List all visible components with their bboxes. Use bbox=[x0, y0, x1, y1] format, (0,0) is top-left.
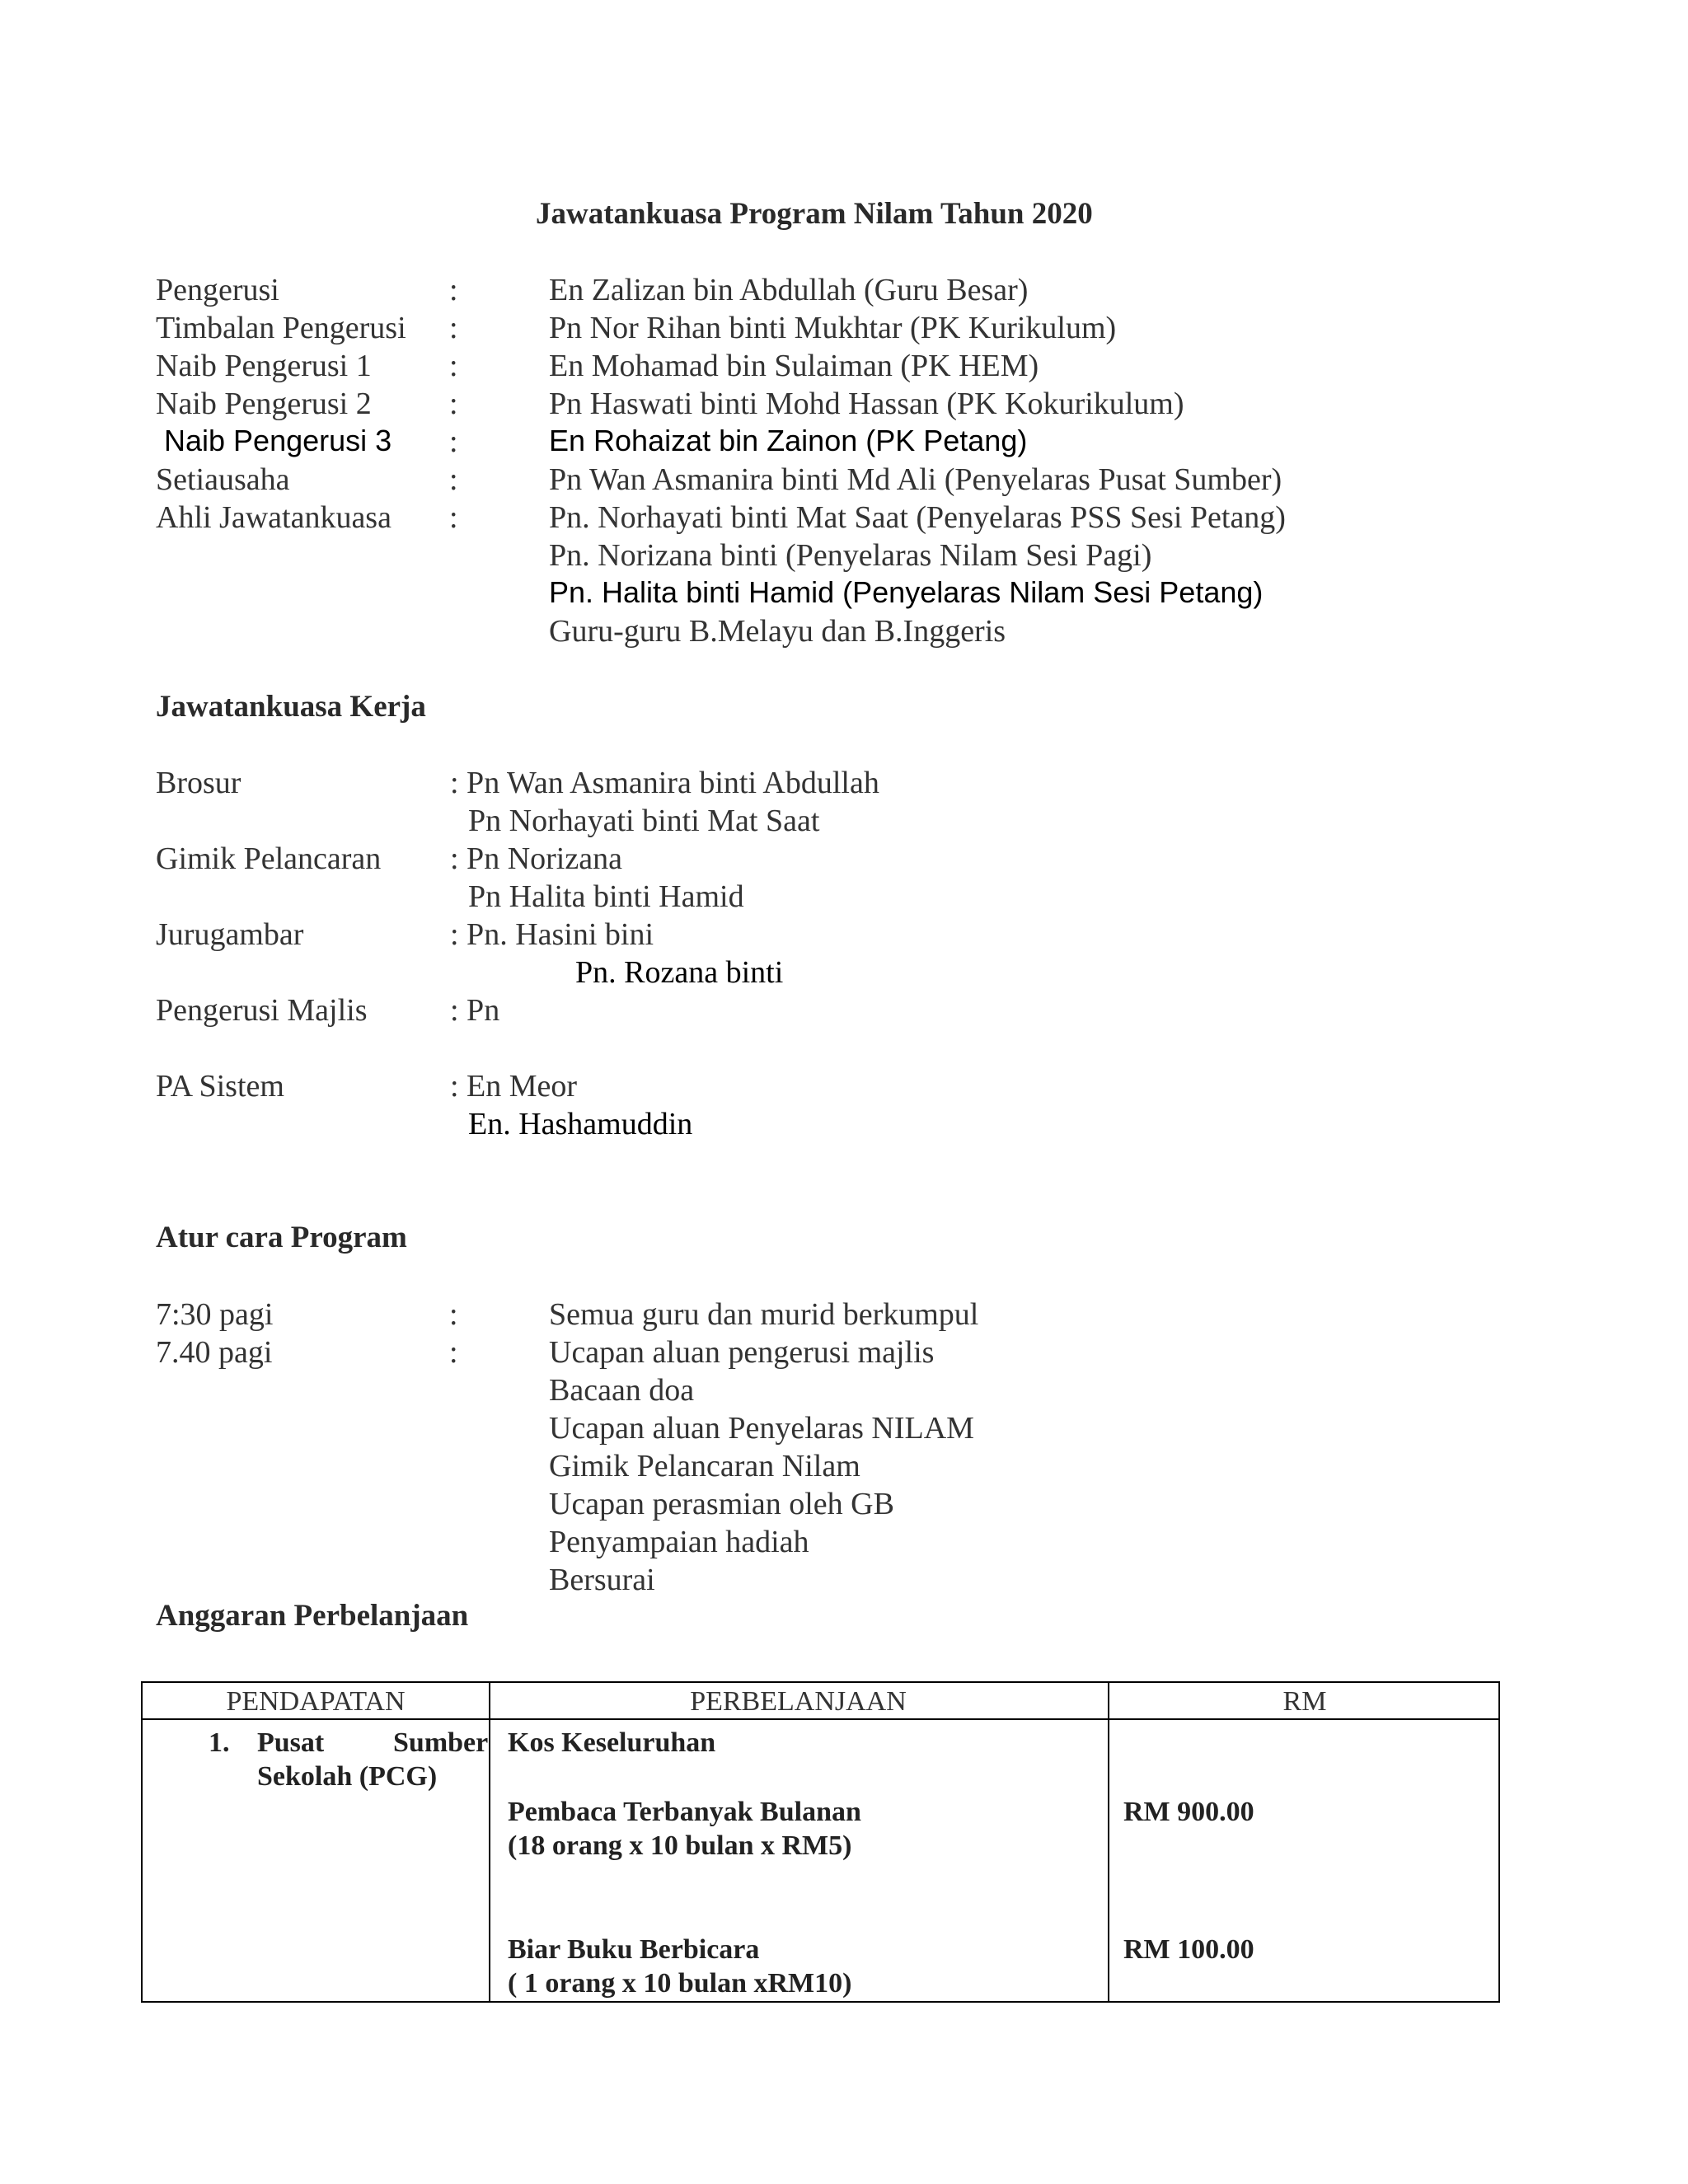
program-item: Ucapan aluan pengerusi majlis bbox=[549, 1335, 935, 1370]
expense-amount: RM 900.00 bbox=[1123, 1797, 1254, 1827]
program-time: 7:30 pagi bbox=[156, 1297, 274, 1332]
committee-sep: : bbox=[449, 462, 458, 497]
working-value: : Pn. Hasini bini bbox=[450, 917, 654, 952]
program-item: Ucapan perasmian oleh GB bbox=[549, 1487, 894, 1521]
table-header-divider bbox=[143, 1718, 1498, 1720]
committee-role: Naib Pengerusi 3 bbox=[164, 424, 392, 457]
working-role: Jurugambar bbox=[156, 917, 304, 952]
committee-role: Naib Pengerusi 2 bbox=[156, 387, 372, 421]
working-value: Pn. Rozana binti bbox=[575, 955, 784, 990]
income-label: Sekolah (PCG) bbox=[257, 1761, 438, 1792]
income-label: Pusat bbox=[257, 1727, 325, 1758]
committee-role: Ahli Jawatankuasa bbox=[156, 500, 392, 535]
working-value: : Pn bbox=[450, 993, 500, 1028]
committee-role: Setiausaha bbox=[156, 462, 290, 497]
table-col-divider bbox=[489, 1683, 490, 2001]
working-value: En. Hashamuddin bbox=[468, 1107, 693, 1141]
committee-name: Pn. Norizana binti (Penyelaras Nilam Sesi Pagi) bbox=[549, 538, 1152, 573]
committee-sep: : bbox=[449, 500, 458, 535]
committee-name: Pn. Halita binti Hamid (Penyelaras Nilam Sesi Petang) bbox=[549, 575, 1264, 609]
working-value: : En Meor bbox=[450, 1069, 578, 1104]
table-header-expense: PERBELANJAAN bbox=[690, 1686, 907, 1717]
committee-name: Pn Haswati binti Mohd Hassan (PK Kokurikulum) bbox=[549, 387, 1184, 421]
working-role: Brosur bbox=[156, 766, 241, 800]
table-header-rm: RM bbox=[1282, 1686, 1327, 1717]
budget-heading: Anggaran Perbelanjaan bbox=[156, 1599, 469, 1633]
working-value: : Pn Wan Asmanira binti Abdullah bbox=[450, 766, 879, 800]
committee-sep: : bbox=[449, 424, 458, 459]
program-item: Semua guru dan murid berkumpul bbox=[549, 1297, 979, 1332]
program-time: 7.40 pagi bbox=[156, 1335, 273, 1370]
working-role: Pengerusi Majlis bbox=[156, 993, 368, 1028]
working-role: PA Sistem bbox=[156, 1069, 284, 1104]
program-sep: : bbox=[449, 1297, 458, 1332]
income-label: Sumber bbox=[393, 1727, 489, 1758]
expense-item-name: Pembaca Terbanyak Bulanan bbox=[508, 1797, 861, 1827]
working-value: Pn Norhayati binti Mat Saat bbox=[468, 804, 820, 838]
working-value: : Pn Norizana bbox=[450, 841, 622, 876]
page-title: Jawatankuasa Program Nilam Tahun 2020 bbox=[536, 197, 1093, 231]
committee-sep: : bbox=[449, 387, 458, 421]
committee-name: Pn Nor Rihan binti Mukhtar (PK Kurikulum) bbox=[549, 311, 1117, 345]
budget-table bbox=[141, 1681, 1500, 2003]
expense-item-detail: (18 orang x 10 bulan x RM5) bbox=[508, 1830, 852, 1861]
committee-sep: : bbox=[449, 273, 458, 307]
committee-role: Pengerusi bbox=[156, 273, 279, 307]
committee-sep: : bbox=[449, 349, 458, 383]
program-item: Bersurai bbox=[549, 1563, 655, 1597]
table-col-divider bbox=[1108, 1683, 1109, 2001]
committee-sep: : bbox=[449, 311, 458, 345]
working-role: Gimik Pelancaran bbox=[156, 841, 382, 876]
income-number: 1. bbox=[209, 1727, 230, 1758]
working-value: Pn Halita binti Hamid bbox=[468, 879, 744, 914]
committee-name: En Zalizan bin Abdullah (Guru Besar) bbox=[549, 273, 1029, 307]
program-item: Gimik Pelancaran Nilam bbox=[549, 1449, 860, 1483]
committee-name: En Mohamad bin Sulaiman (PK HEM) bbox=[549, 349, 1039, 383]
committee-role: Timbalan Pengerusi bbox=[156, 311, 406, 345]
program-item: Penyampaian hadiah bbox=[549, 1525, 809, 1559]
committee-role: Naib Pengerusi 1 bbox=[156, 349, 372, 383]
table-header-income: PENDAPATAN bbox=[226, 1686, 406, 1717]
program-heading: Atur cara Program bbox=[156, 1221, 407, 1254]
committee-name: En Rohaizat bin Zainon (PK Petang) bbox=[549, 424, 1028, 457]
expense-item-detail: ( 1 orang x 10 bulan xRM10) bbox=[508, 1968, 852, 1999]
program-sep: : bbox=[449, 1335, 458, 1370]
committee-name: Pn. Norhayati binti Mat Saat (Penyelaras PSS Sesi Petang) bbox=[549, 500, 1286, 535]
expense-item-name: Biar Buku Berbicara bbox=[508, 1934, 760, 1965]
program-item: Ucapan aluan Penyelaras NILAM bbox=[549, 1411, 974, 1446]
committee-name: Pn Wan Asmanira binti Md Ali (Penyelaras Pusat Sumber) bbox=[549, 462, 1282, 497]
committee-name: Guru-guru B.Melayu dan B.Inggeris bbox=[549, 614, 1006, 649]
working-committee-heading: Jawatankuasa Kerja bbox=[156, 690, 426, 724]
program-item: Bacaan doa bbox=[549, 1373, 695, 1408]
expense-amount: RM 100.00 bbox=[1123, 1934, 1254, 1965]
expense-title: Kos Keseluruhan bbox=[508, 1727, 716, 1758]
